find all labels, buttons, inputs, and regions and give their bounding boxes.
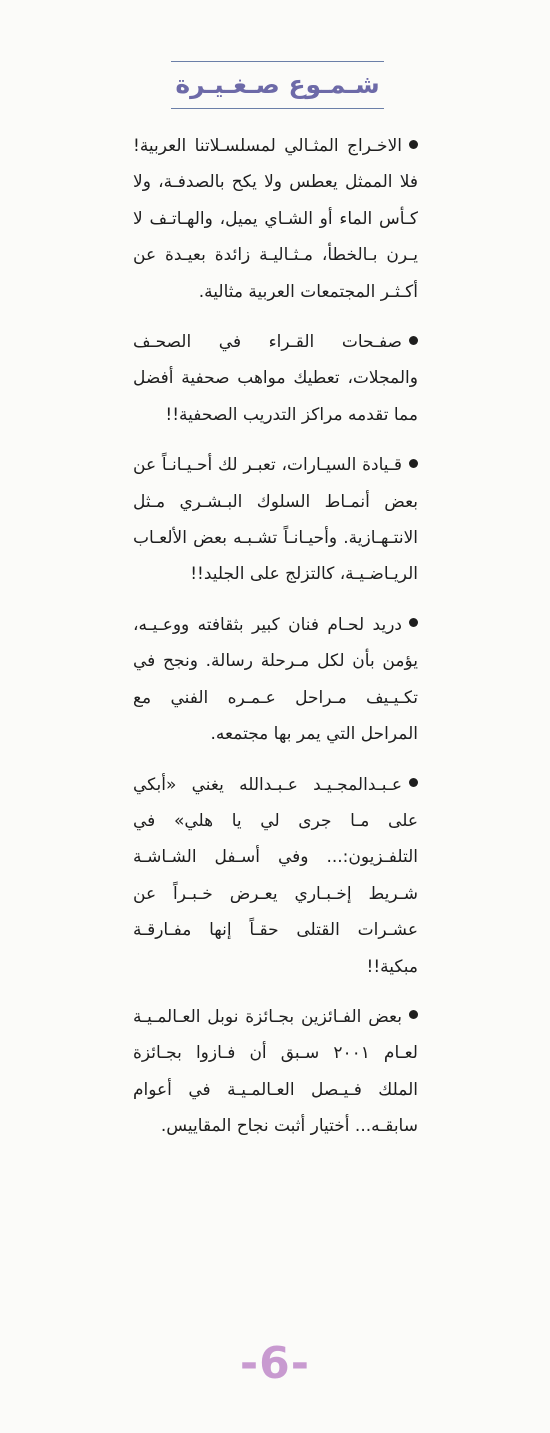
paragraph-text: قـيادة السيـارات، تعبـر لك أحـيـانـاً عن بعض أنمـاط السلوك البـشـري مـثل الانتـهـازية. وأحيـانـاً تشـبـه بعض الألعـاب الريـاضـيـة، كالتزلج على الجليد!! <box>133 455 418 585</box>
paragraph-text: صفـحات القـراء في الصحـف والمجلات، تعطيك مواهب صحفية أفضل مما تقدمه مراكز التدريب الصحفية!! <box>133 332 418 425</box>
paragraph-nobel-winners <box>133 999 418 1145</box>
bullet-icon <box>409 140 418 149</box>
paragraph-text: بعض الفـائزين بجـائزة نوبل العـالمـيـة لعـام ٢٠٠١ سـبق أن فـازوا بجـائزة الملك فـيـصل العـالمـيـة في أعوام سابقـه... أختيار أثبت نجاح المقاييس. <box>133 1006 418 1137</box>
column-title: شـمـوع صـغـيـرة <box>175 70 380 99</box>
paragraph-series-production <box>133 128 418 310</box>
paragraph-text: دريد لحـام فنان كبير بثقافته ووعـيـه، يؤمن بأن لكل مـرحلة رسالة. ونجح في تكـيـيف مـراحل عـمـره الفني مع المراحل التي يمر بها مجتمعه. <box>133 614 418 745</box>
paragraph-readers-pages <box>133 324 418 433</box>
bullet-icon <box>409 618 418 627</box>
paragraph-abdulmajeed-abdullah <box>133 767 418 985</box>
paragraph-text: عـبـدالمجـيـد عـبـدالله يغني «أبكي على مـا جرى لي يا هلي» في التلفـزيون:... وفي أسـفل الشـاشـة شـريط إخـبـاري يعـرض خـبـراً عن عشـرات القتلى حقـاً إنها مفـارقـة مبكية!! <box>133 774 418 977</box>
paragraph-text: الاخـراج المثـالي لمسلسـلاتنا العربية! فلا الممثل يعطس ولا يكح بالصدفـة، ولا كـأس الماء أو الشـاي يميل، والهـاتـف لا يـرن بـالخطأ، مـثـاليـة زائدة بعيـدة عن أكـثـر المجتمعات العربية مثالية. <box>133 136 418 302</box>
article-column <box>133 128 418 1159</box>
page-number: -6- <box>239 1338 311 1389</box>
bullet-icon <box>409 1010 418 1019</box>
paragraph-driving <box>133 447 418 593</box>
paragraph-duraid-lahham <box>133 607 418 753</box>
bullet-icon <box>409 459 418 468</box>
title-bottom-rule <box>171 108 384 109</box>
bullet-icon <box>409 336 418 345</box>
bullet-icon <box>409 778 418 787</box>
